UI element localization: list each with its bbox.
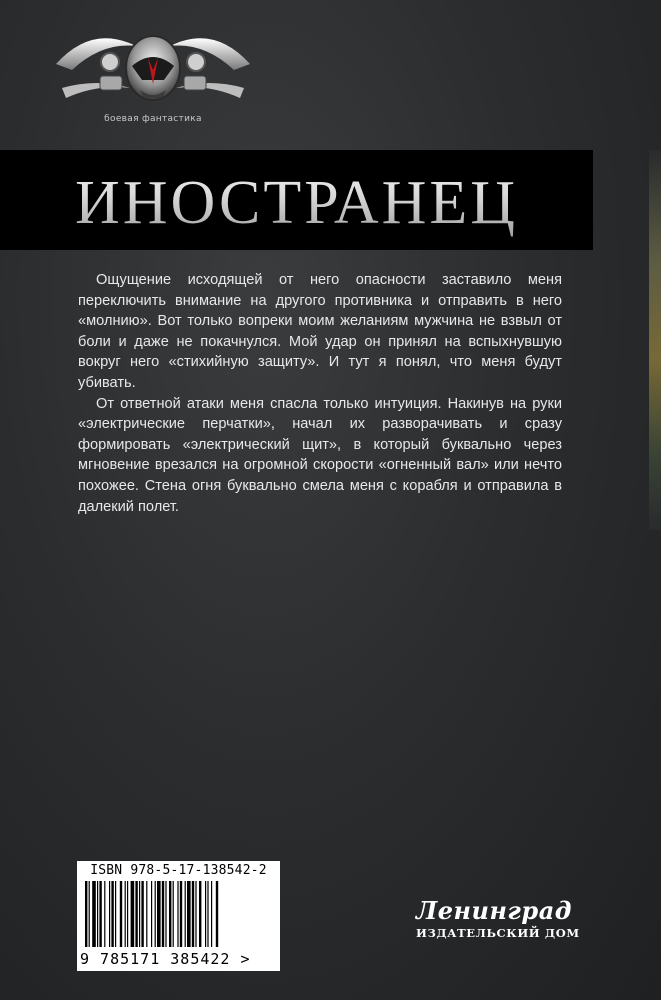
barcode-bar: [192, 881, 194, 947]
blurb-paragraph: Ощущение исходящей от него опасности заставило меня переключить внимание на другого противника и отправить в него «молнию». Вот только вопреки моим желаниям мужчина не взвыл от боли и даже не покачнулся. Мой удар он принял на вспыхнувшую вокруг него «стихийную защиту». И тут я понял, что меня будут убивать.: [78, 272, 562, 391]
barcode-bar: [155, 881, 156, 947]
spine-edge-art: [649, 150, 661, 530]
barcode-bar: [111, 881, 113, 947]
barcode-bar: [169, 881, 171, 947]
publisher-logo: [402, 896, 580, 956]
barcode-bar: [207, 881, 208, 947]
barcode-bars: [81, 881, 276, 951]
barcode-bar: [109, 881, 110, 947]
barcode-bar: [146, 881, 147, 947]
barcode-bar: [187, 881, 191, 947]
title-band: [0, 150, 593, 250]
barcode-bar: [139, 881, 140, 947]
barcode-bar: [185, 881, 186, 947]
barcode-bar: [180, 881, 182, 947]
barcode-bar: [115, 881, 116, 947]
barcode-bar: [157, 881, 161, 947]
barcode-bar: [195, 881, 196, 947]
barcode: [77, 861, 280, 971]
barcode-bar: [85, 881, 87, 947]
barcode-bar: [151, 881, 152, 947]
ean-digits: 9 785171 385422 >: [80, 950, 251, 968]
blurb-text: [78, 270, 562, 517]
blurb-paragraph: От ответной атаки меня спасла только интуиция. Накинув на руки «электрические перчатки», начал их разворачивать и сразу формировать «электрический щит», в который буквально через мгновение врезался на огромной скорости «огненный вал» или нечто похожее. Стена огня буквально смела меня с корабля и отправила в далекий полет.: [78, 395, 562, 515]
barcode-bar: [89, 881, 90, 947]
barcode-bar: [165, 881, 166, 947]
barcode-bar: [177, 881, 178, 947]
barcode-bar: [99, 881, 101, 947]
barcode-bar: [216, 881, 218, 947]
isbn-text: ISBN 978-5-17-138542-2: [90, 863, 267, 878]
barcode-bar: [97, 881, 98, 947]
barcode-bar: [135, 881, 137, 947]
barcode-bar: [141, 881, 143, 947]
barcode-bar: [162, 881, 164, 947]
barcode-bar: [120, 881, 122, 947]
barcode-bar: [173, 881, 174, 947]
publisher-subtitle: ИЗДАТЕЛЬСКИЙ ДОМ: [416, 926, 580, 940]
barcode-bar: [131, 881, 135, 947]
publisher-name: Ленинград: [416, 896, 572, 925]
barcode-bar: [92, 881, 96, 947]
barcode-bar: [205, 881, 206, 947]
series-caption: боевая фантастика: [104, 114, 202, 124]
series-logo: [52, 18, 254, 128]
barcode-bar: [104, 881, 105, 947]
barcode-bar: [127, 881, 128, 947]
book-title: ИНОСТРАНЕЦ: [0, 150, 593, 250]
barcode-bar: [125, 881, 126, 947]
robot-skull-emblem-icon: [52, 18, 254, 114]
barcode-bar: [199, 881, 201, 947]
barcode-bar: [211, 881, 212, 947]
